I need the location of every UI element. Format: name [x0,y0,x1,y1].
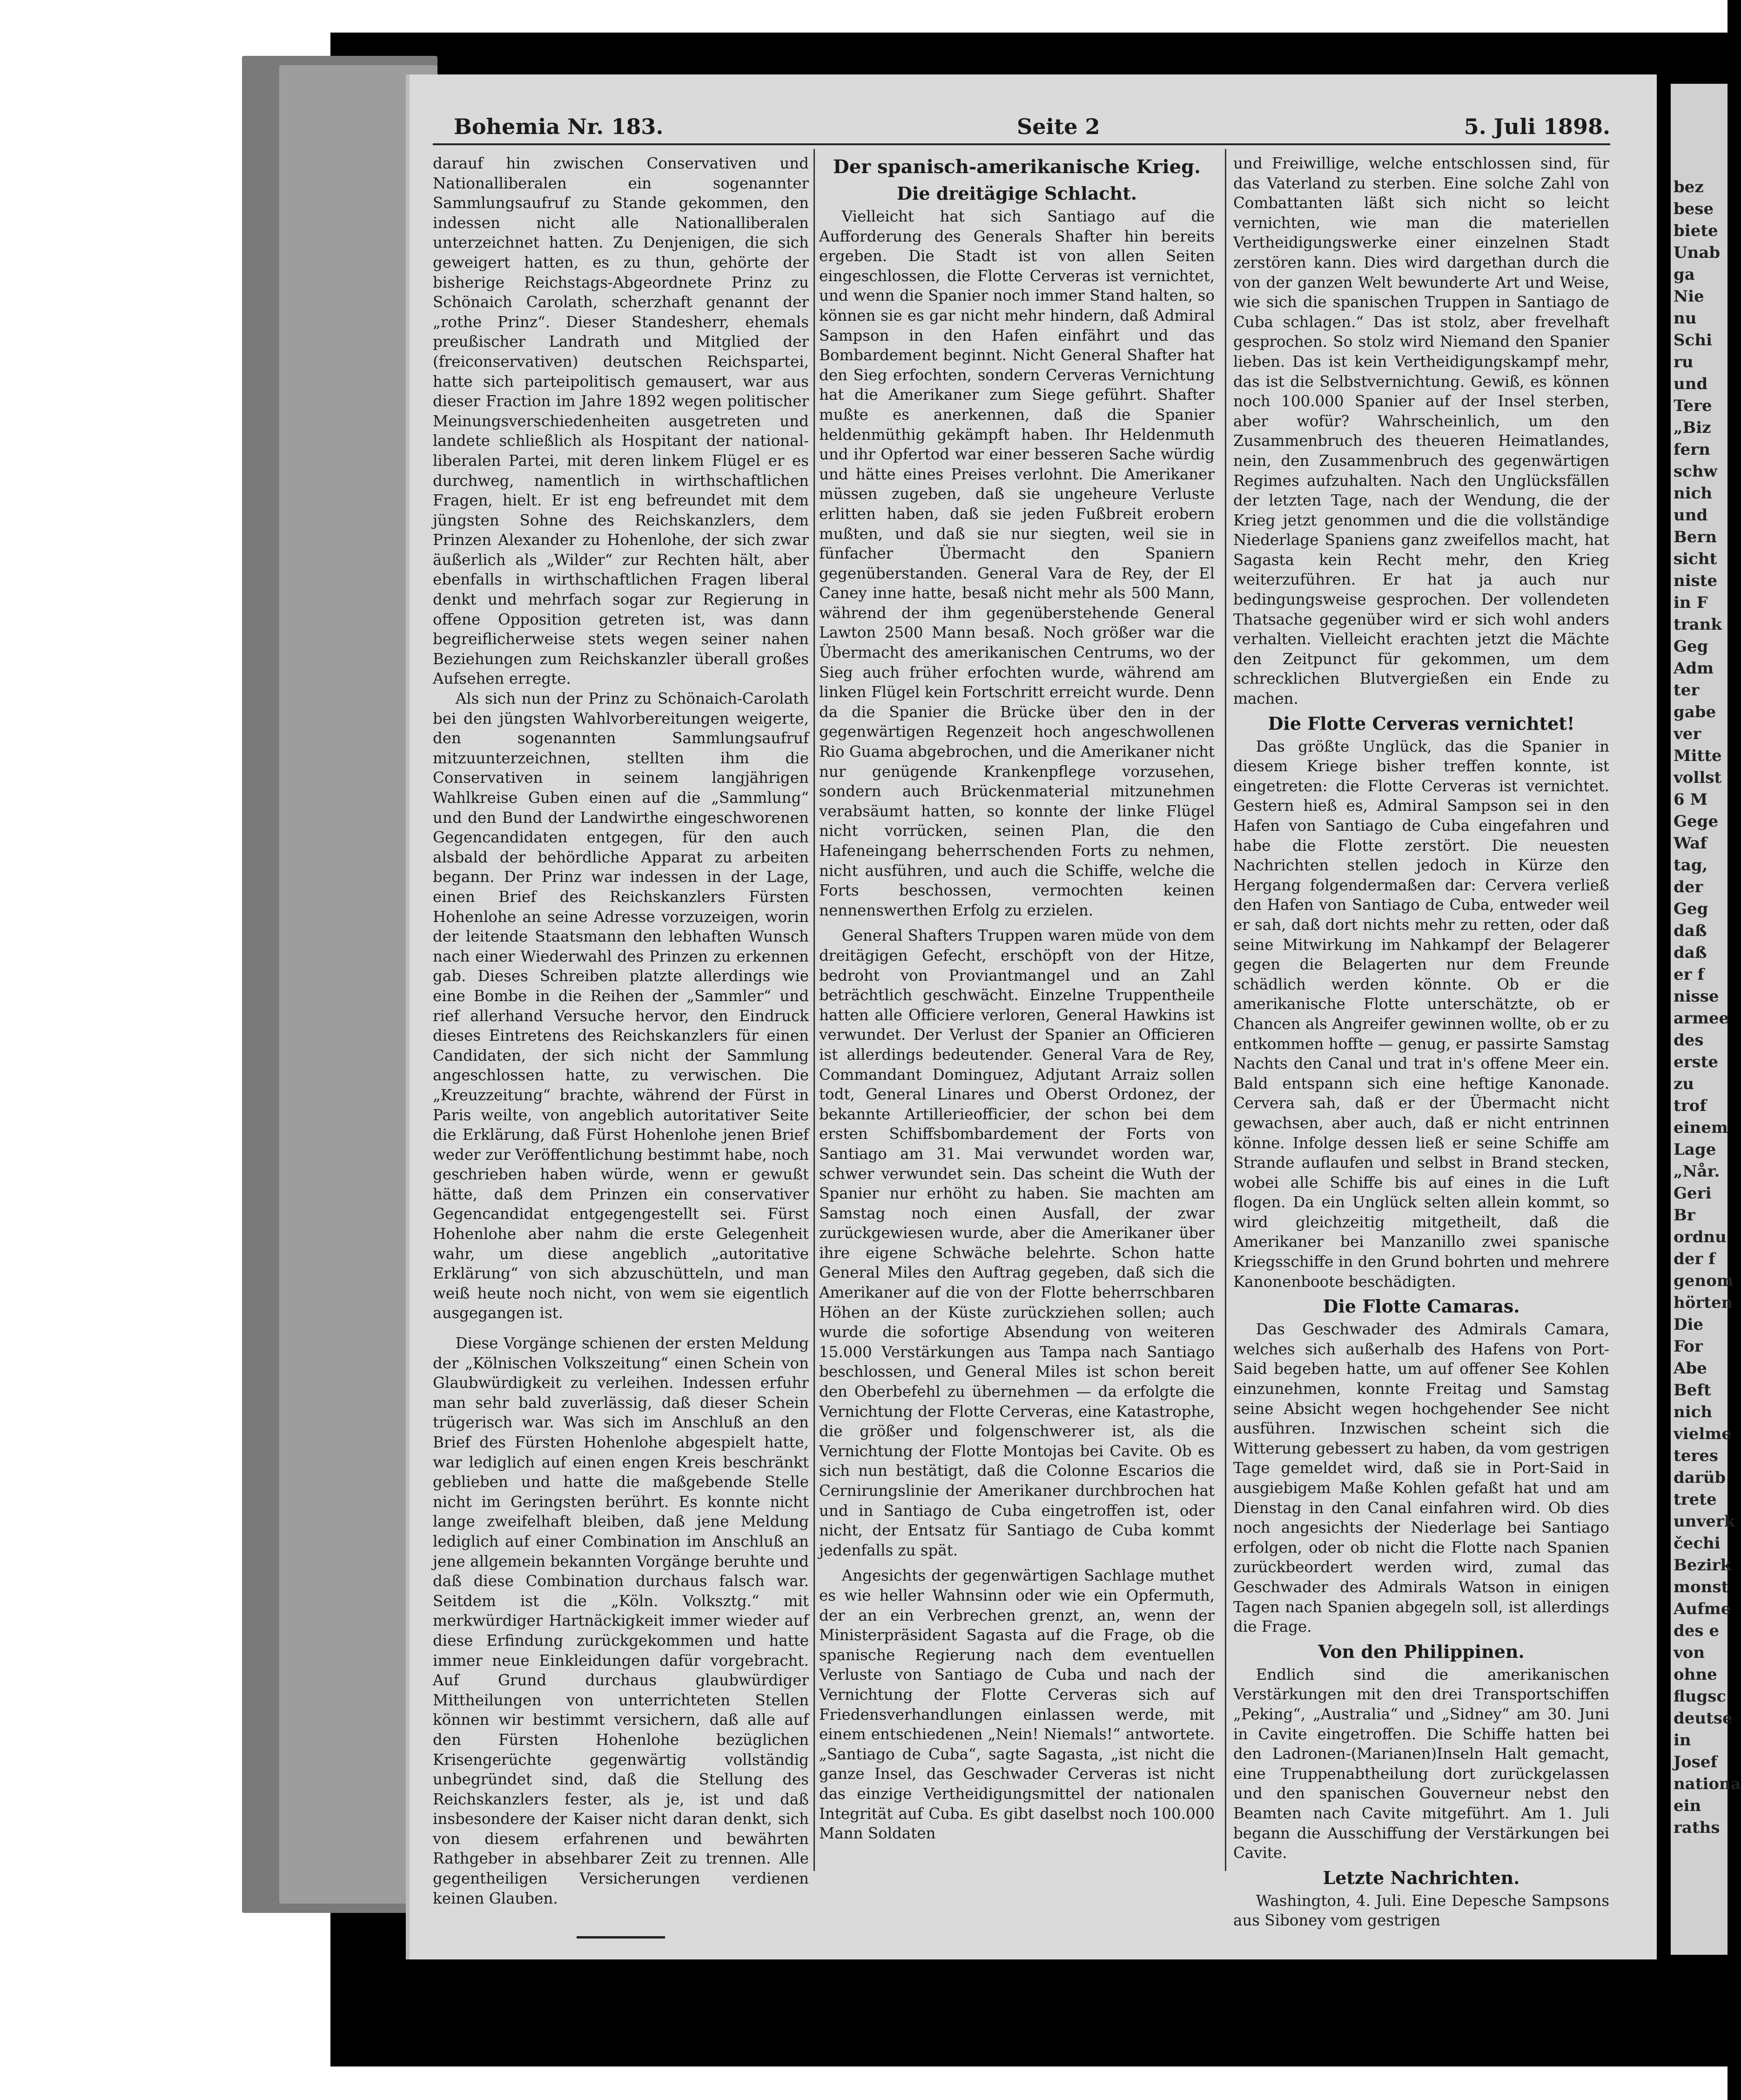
adjacent-page-fragment: nich [1674,1403,1713,1421]
article-paragraph: General Shafters Truppen waren müde von dem dreitägigen Gefecht, erschöpft von der Hitze, bedroht von Proviantmangel und an Zahl beträchtlich geschwächt. Einzelne Truppentheile hatten alle Officiere verloren, General Hawkins ist verwundet. Der Verlust der Spanier an Officieren ist allerdings bedeutender. General Vara de Rey, Commandant Dominguez, Adjutant Arraiz sollen todt, General Linares und Oberst Ordonez, der bekannte Artillerieofficier, der schon bei dem ersten Schiffsbombardement der Forts von Santiago am 31. Mai verwundet worden war, schwer verwundet sein. Das scheint die Wuth der Spanier nur erhöht zu haben. Sie machten am Samstag noch einen Ausfall, der zwar zurückgewiesen wurde, aber die Amerikaner über ihre eigene Schwäche belehrte. Schon hatte General Miles den Auftrag gegeben, daß sich die Amerikaner auf die von der Flotte beherrschbaren Höhen an der Küste zurückziehen sollen; auch wurde die sofortige Absendung von weiteren 15.000 Verstärkungen aus Tampa nach Santiago beschlossen, und General Miles ist schon bereit den Oberbefehl zu übernehmen — da erfolgte die Vernichtung der Flotte Cerveras, eine Katastrophe, die größer und folgenschwerer ist, als die Vernichtung der Flotte Montojas bei Cavite. Ob es sich nun bestätigt, daß die Colonne Escarios die Cernirungslinie der Amerikaner durchbrochen hat und in Santiago de Cuba eingetroffen ist, oder nicht, der Entsatz für Santiago de Cuba kommt jedenfalls zu spät. [819,927,1215,1559]
section-heading: Von den Philippinen. [1318,1641,1525,1662]
adjacent-page-fragment: nich [1674,484,1713,503]
adjacent-page-fragment: bez [1674,178,1704,196]
adjacent-page-fragment: ohne [1674,1665,1717,1684]
adjacent-page-fragment: nationa [1674,1775,1741,1793]
adjacent-page-fragment: er f [1674,965,1705,984]
column-center [819,154,1215,1844]
column-right [1233,154,1609,1931]
article-paragraph: und Freiwillige, welche entschlossen sind, für das Vaterland zu sterben. Eine solche Zahl von Combattanten läßt sich nicht so leicht vernichten, wie man die materiellen Vertheidigungswerke einer einzelnen Stadt zerstören kann. Dies wird dargethan durch die von der ganzen Welt bewunderte Art und Weise, wie sich die spanischen Truppen in Santiago de Cuba schlagen.“ Das ist stolz, aber frevelhaft gesprochen. So stolz wird Niemand den Spanier lieben. Das ist kein Vertheidigungskampf mehr, das ist die Selbstvernichtung. Gewiß, es können noch 100.000 Spanier auf der Insel sterben, aber wofür? Wahrscheinlich, um den Zusammenbruch des theueren Heimatlandes, nein, den Zusammenbruch des gegenwärtigen Regimes aufzuhalten. Nach den Unglücksfällen der letzten Tage, nach der Wendung, die der Krieg jetzt genommen und die die vollständige Niederlage Spaniens ganz zweifellos macht, hat Sagasta kein Recht mehr, den Krieg weiterzuführen. Er hat ja auch nur bedingungsweise gesprochen. Der vollendeten Thatsache gegenüber wird er sich wohl anders verhalten. Vielleicht erachten jetzt die Mächte den Zeitpunct für gekommen, um dem schrecklichen Blutvergießen ein Ende zu machen. [1233,155,1609,708]
adjacent-page-fragment: nu [1674,309,1697,328]
adjacent-page-fragment: Aufme [1674,1600,1731,1618]
adjacent-page-strip [1671,84,1741,1955]
adjacent-page-fragment: Nie [1674,287,1704,306]
adjacent-page-fragment: Tere [1674,397,1712,415]
section-heading: Die Flotte Cerveras vernichtet! [1268,713,1575,734]
adjacent-page-fragment: der [1674,878,1703,896]
adjacent-page-fragment: biete [1674,222,1718,240]
adjacent-page-fragment: der f [1674,1250,1715,1268]
adjacent-page-fragment: des [1674,1031,1704,1050]
adjacent-page-fragment: 6 M [1674,790,1708,809]
adjacent-page-fragment: daß [1674,922,1707,940]
section-heading: Die Flotte Camaras. [1323,1296,1520,1317]
article-paragraph: darauf hin zwischen Conservativen und Nationalliberalen ein sogenannter Sammlungsaufruf zu Stande gekommen, den indessen nicht alle Nationalliberalen unterzeichnet hatten. Zu Denjenigen, die sich geweigert hatten, es zu thun, gehörte der bisherige Reichstags-Abgeordnete Prinz zu Schönaich Carolath, scherzhaft genannt der „rothe Prinz“. Dieser Standesherr, ehemals preußischer Landrath und Mitglied der (freiconservativen) deutschen Reichspartei, hatte sich parteipolitisch gemausert, war aus dieser Fraction im Jahre 1892 wegen politischer Meinungsverschiedenheiten ausgetreten und landete schließlich als Hospitant der national-liberalen Partei, mit deren linkem Flügel er es durchweg, namentlich in wirthschaftlichen Fragen, hielt. Er ist eng befreundet mit dem jüngsten Sohne des Reichskanzlers, dem Prinzen Alexander zu Hohenlohe, der sich zwar äußerlich als „Wilder“ zur Rechten hält, aber ebenfalls in wirthschaftlichen Fragen liberal denkt und mehrfach sogar zur Regierung in offene Opposition getreten ist, was dann begreiflicherweise stets wegen seiner nahen Beziehungen zum Reichskanzler überall großes Aufsehen erregte. [433,155,809,688]
adjacent-page-fragment: Unab [1674,243,1721,262]
adjacent-page-fragment: vollst [1674,768,1722,787]
adjacent-page-fragment: schw [1674,462,1717,481]
adjacent-page-fragment: in F [1674,593,1708,612]
adjacent-page-fragment: fern [1674,440,1710,459]
adjacent-page-fragment: „Når. [1674,1162,1720,1181]
adjacent-page-fragment: unverk [1674,1512,1735,1531]
column-left [433,154,809,1938]
adjacent-page-fragment: deutse [1674,1709,1733,1728]
adjacent-page-fragment: Geg [1674,900,1708,918]
article-headline: Der spanisch-amerikanische Krieg. [833,156,1201,178]
article-paragraph: Endlich sind die amerikanischen Verstärkungen mit den drei Transportschiffen „Peking“, „Australia“ und „Sidney“ am 30. Juni in Cavite eingetroffen. Die Schiffe hatten bei den Ladronen-(Marianen)Inseln Halt gemacht, eine Truppenabtheilung dort zurückgelassen und den spanischen Gouverneur nebst den Beamten nach Cavite mitgeführt. Am 1. Juli begann die Ausschiffung der Verstärkungen bei Cavite. [1233,1665,1609,1862]
adjacent-page-fragment: Adm [1674,659,1714,678]
adjacent-page-fragment: ter [1674,681,1700,700]
adjacent-page-fragment: Mitte [1674,747,1722,765]
article-end-rule [577,1936,665,1938]
header-rule [433,143,1610,145]
article-paragraph: Diese Vorgänge schienen der ersten Meldung der „Kölnischen Volkszeitung“ einen Schein von Glaubwürdigkeit zu verleihen. Indessen erfuhr man sehr bald zuverlässig, daß dieser Schein trügerisch war. Was sich im Anschluß an den Brief des Fürsten Hohenlohe abgespielt hatte, war lediglich auf einen engen Kreis beschränkt geblieben und hatte die maßgebende Stelle nicht im Geringsten berührt. Es konnte nicht lange zweifelhaft bleiben, daß jene Meldung lediglich auf einer Combination im Anschluß an jene allgemein bekannten Vorgänge beruhte und daß diese Combination durchaus falsch war. Seitdem ist die „Köln. Volksztg.“ mit merkwürdiger Hartnäckigkeit immer wieder auf diese Erfindung zurückgekommen und hatte immer neue Einkleidungen dafür vorgebracht. Auf Grund durchaus glaubwürdiger Mittheilungen von unterrichteten Stellen können wir bestimmt versichern, daß alle auf den Fürsten Hohenlohe bezüglichen Krisengerüchte gegenwärtig vollständig unbegründet sind, daß die Stellung des Reichskanzlers fester, als je, ist und daß insbesondere der Kaiser nicht daran denkt, sich von diesem erfahrenen und bewährten Rathgeber in absehbarer Zeit zu trennen. Alle gegentheiligen Versicherungen verdienen keinen Glauben. [433,1334,809,1907]
adjacent-page-fragment: genom [1674,1272,1734,1290]
adjacent-page-fragment: erste [1674,1053,1719,1071]
adjacent-page-fragment: Die [1674,1315,1704,1334]
adjacent-page-fragment: hörten [1674,1293,1733,1312]
adjacent-page-fragment: Josef [1674,1753,1718,1771]
adjacent-page-fragment: trof [1674,1097,1707,1115]
column-divider-2 [1225,149,1226,1871]
article-paragraph: Washington, 4. Juli. Eine Depesche Sampsons aus Siboney vom gestrigen [1233,1891,1609,1930]
adjacent-page-fragment: Br [1674,1206,1695,1225]
adjacent-page-fragment: čechi [1674,1534,1721,1553]
adjacent-page-fragment: in [1674,1731,1691,1750]
scan-margin-top [168,0,1728,33]
adjacent-page-fragment: „Biz [1674,418,1711,437]
section-heading: Letzte Nachrichten. [1323,1867,1520,1888]
adjacent-page-fragment: nisse [1674,987,1719,1006]
column-divider-1 [813,149,815,1871]
adjacent-page-fragment: ver [1674,725,1701,743]
article-paragraph: Als sich nun der Prinz zu Schönaich-Carolath bei den jüngsten Wahlvorbereitungen weigerte, den sogenannten Sammlungsaufruf mitzuunterzeichnen, stellten ihm die Conservativen in seinem langjährigen Wahlkreise Guben einen auf die „Sammlung“ und den Bund der Landwirthe eingeschworenen Gegencandidaten entgegen, für den auch alsbald der behördliche Apparat zu arbeiten begann. Der Prinz war indessen in der Lage, einen Brief des Reichskanzlers Fürsten Hohenlohe an seine Adresse vorzuzeigen, worin der leitende Staatsmann den lebhaften Wunsch nach einer Wiederwahl des Prinzen zu erkennen gab. Dieses Schreiben platzte allerdings wie eine Bombe in die Reihen der „Sammler“ und rief allerhand Versuche hervor, den Eindruck dieses Eintretens des Reichskanzlers für einen Candidaten, der sich nicht der Sammlung angeschlossen hatte, zu verwischen. Die „Kreuzzeitung“ brachte, während der Fürst in Paris weilte, von angeblich autoritativer Seite die Erklärung, daß Fürst Hohenlohe jenen Brief weder zur Veröffentlichung bestimmt habe, noch geschrieben haben würde, wenn er gewußt hätte, daß dem Prinzen ein conservativer Gegencandidat entgegengestellt sei. Fürst Hohenlohe aber nahm die erste Gelegenheit wahr, um diese angeblich „autoritative Erklärung“ von sich abzuschütteln, und man weiß heute noch nicht, von wem sie eigentlich ausgegangen ist. [433,690,809,1322]
adjacent-page-fragment: darüb [1674,1468,1726,1487]
adjacent-page-fragment: Waf [1674,834,1707,853]
adjacent-page-fragment: teres [1674,1447,1719,1465]
adjacent-page-fragment: von [1674,1643,1705,1662]
adjacent-page-fragment: armee [1674,1009,1729,1028]
adjacent-page-fragment: ein [1674,1797,1701,1815]
adjacent-page-fragment: For [1674,1337,1703,1356]
scan-margin-bottom [168,2066,1728,2100]
adjacent-page-fragment: bese [1674,200,1714,218]
adjacent-page-fragment: ga [1674,265,1695,284]
article-paragraph: Angesichts der gegenwärtigen Sachlage muthet es wie heller Wahnsinn oder wie ein Opfermuth, der an ein Verbrechen grenzt, an, wenn der Ministerpräsident Sagasta auf die Frage, ob die spanische Regierung nach dem eventuellen Verluste von Santiago de Cuba und nach der Vernichtung der Flotte Cerveras sich auf Friedensverhandlungen einlassen werde, mit einem entschiedenen „Nein! Niemals!“ antwortete. „Santiago de Cuba“, sagte Sagasta, „ist nicht die ganze Insel, das Geschwader Cerveras ist nicht das einzige Vertheidigungsmittel der nationalen Integrität auf Cuba. Es gibt daselbst noch 100.000 Mann Soldaten [819,1567,1215,1843]
adjacent-page-fragment: Lage [1674,1140,1716,1159]
adjacent-page-fragment: ru [1674,353,1694,371]
adjacent-page-fragment: und [1674,375,1708,393]
adjacent-page-fragment: Geri [1674,1184,1712,1203]
article-paragraph: Vielleicht hat sich Santiago auf die Aufforderung des Generals Shafter hin bereits ergeben. Die Stadt ist von allen Seiten eingeschlossen, die Flotte Cerveras ist vernichtet, und wenn die Spanier noch immer Stand halten, so können sie es gar nicht mehr hindern, daß Admiral Sampson in den Hafen einfährt und das Bombardement beginnt. Nicht General Shafter hat den Sieg erfochten, sondern Cerveras Vernichtung hat die Amerikaner zum Siege geführt. Shafter mußte es anerkennen, daß die Spanier heldenmüthig gekämpft haben. Ihr Heldenmuth und ihr Opfertod war einer besseren Sache würdig und hätte eines Preises verlohnt. Die Amerikaner müssen zugeben, daß sie ungeheure Verluste erlitten haben, daß sie jeden Fußbreit erobern mußten, und daß sie nur siegten, weil sie in fünfacher Übermacht den Spaniern gegenüberstanden. General Vara de Rey, der El Caney inne hatte, besaß nicht mehr als 500 Mann, während der ihm gegenüberstehende General Lawton 2500 Mann besaß. Noch größer war die Übermacht des amerikanischen Centrums, wo der Sieg auch früher erfochten wurde, während am linken Flügel kein Fortschritt erreicht wurde. Denn da die Spanier die Brücke über den in der gegenwärtigen Regenzeit hoch angeschwollenen Rio Guama abgebrochen, und die Amerikaner nicht nur genügende Krankenpflege vorzusehen, sondern auch Brückenmaterial mitzunehmen verabsäumt hatten, so konnte der linke Flügel nicht vorrücken, seinen Plan, die den Hafeneingang beherrschenden Forts zu nehmen, nicht ausführen, und auch die Schiffe, welche die Forts beschossen, vermochten keinen nennenswerthen Erfolg zu erzielen. [819,208,1215,919]
adjacent-page-fragment: Bezirk [1674,1556,1732,1575]
adjacent-page-fragment: monst [1674,1578,1729,1596]
adjacent-page-fragment: trank [1674,615,1722,634]
adjacent-page-fragment: sicht [1674,550,1717,568]
adjacent-page-fragment: Gege [1674,812,1719,831]
adjacent-page-fragment: und [1674,506,1708,525]
adjacent-page-fragment: raths [1674,1818,1720,1837]
adjacent-page-fragment: daß [1674,943,1707,962]
adjacent-page-fragment: des e [1674,1622,1720,1640]
adjacent-page-fragment: Bern [1674,528,1717,546]
adjacent-page-fragment: einem [1674,1118,1728,1137]
header-page-number: Seite 2 [1017,114,1100,139]
adjacent-page-fragment: vielme [1674,1425,1732,1443]
article-paragraph: Das größte Unglück, das die Spanier in diesem Kriege bisher treffen konnte, ist eingetreten: die Flotte Cerveras ist vernichtet. Gestern hieß es, Admiral Sampson sei in den Hafen von Santiago de Cuba eingefahren und habe die Flotte zerstört. Die neuesten Nachrichten stellen jedoch in Kürze den Hergang folgendermaßen dar: Cervera verließ den Hafen von Santiago de Cuba, entweder weil er sah, daß dort nichts mehr zu retten, oder daß seine Mitwirkung im Nahkampf der Belagerer gegen die Belagerten nur dem Freunde schädlich werden könnte. Ob er die amerikanische Flotte unterschätzte, ob er Chancen als Angreifer gewinnen wollte, ob er zu entkommen hoffte — genug, er passirte Samstag Nachts den Canal und trat in's offene Meer ein. Bald entspann sich eine heftige Kanonade. Cervera sah, daß er der Übermacht nicht gewachsen, aber auch, daß er nicht entrinnen könne. Infolge dessen ließ er seine Schiffe am Strande auflaufen und selbst in Brand stecken, wobei alle Schiffe bis auf eines in die Luft flogen. Da ein Unglück selten allein kommt, so wird gleichzeitig mitgetheilt, daß die Amerikaner bei Manzanillo zwei spanische Kriegsschiffe in den Grund bohrten und mehrere Kanonenboote beschädigten. [1233,737,1609,1291]
adjacent-page-fragment: flugsc [1674,1687,1727,1706]
adjacent-page-fragment: gabe [1674,703,1716,721]
header-paper-name: Bohemia Nr. 183. [454,114,664,139]
article-subheadline: Die dreitägige Schlacht. [897,183,1137,204]
adjacent-page-fragment: zu [1674,1075,1694,1093]
scan-margin-left [0,0,168,2100]
adjacent-page-fragment: Abe [1674,1359,1707,1378]
adjacent-page-fragment: niste [1674,572,1718,590]
adjacent-page-fragment: Schi [1674,331,1712,350]
adjacent-page-fragment: tag, [1674,856,1708,875]
adjacent-page-fragment: ordnu [1674,1228,1727,1246]
adjacent-page-fragment: Beft [1674,1381,1711,1400]
article-paragraph: Das Geschwader des Admirals Camara, welches sich außerhalb des Hafens von Port-Said begeben hatte, um auf offener See Kohlen einzunehmen, konnte Freitag und Samstag seine Absicht wegen hochgehender See nicht ausführen. Inzwischen scheint sich die Witterung gebessert zu haben, da vom gestrigen Tage gemeldet wird, daß sie in Port-Said in ausgiebigem Maße Kohlen gefaßt hat und am Dienstag in den Canal einfahren wird. Ob dies noch angesichts der Niederlage bei Santiago erfolgen, oder ob nicht die Flotte nach Spanien zurückbeordert werden wird, zumal das Geschwader des Admirals Watson in einigen Tagen nach Spanien abgegeln soll, ist allerdings die Frage. [1233,1320,1609,1636]
adjacent-page-fragment: trete [1674,1490,1717,1509]
page-header [454,114,1610,142]
header-date: 5. Juli 1898. [1464,114,1610,139]
adjacent-page-fragment: Geg [1674,637,1708,656]
